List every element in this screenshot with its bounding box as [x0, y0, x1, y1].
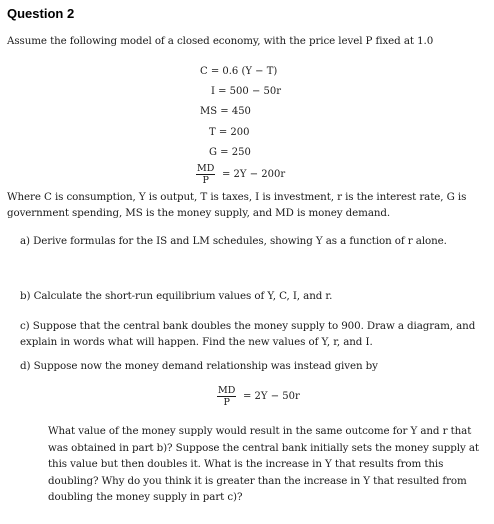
- part-d-body: What value of the money supply would result in the same outcome for Y and r that was obtained in part b)? Suppose the central bank initially sets the money supply at this value but then doubles it. What is the increase in Y that results from this doubling? Why do you think it is greater than the increase in Y that resulted from doubling the money supply in part c)?: [48, 425, 479, 503]
- equation-money-demand-d: = 2Y − 50r: [243, 391, 300, 402]
- definitions-text: Where C is consumption, Y is output, T is taxes, I is investment, r is the interest rate, G is government spending, MS is the money supply, and MD is money demand.: [7, 191, 467, 219]
- equation-government: G = 250: [209, 147, 251, 158]
- question-title: Question 2: [7, 6, 75, 21]
- part-c: c) Suppose that the central bank doubles the money supply to 900. Draw a diagram, and explain in words what will happen. Find the new values of Y, r, and I.: [20, 320, 476, 348]
- money-demand-d-numerator: MD: [218, 385, 236, 396]
- equation-money-supply: MS = 450: [200, 106, 251, 117]
- money-demand-d-denominator: P: [223, 397, 230, 408]
- equation-consumption: C = 0.6 (Y − T): [200, 66, 278, 77]
- money-demand-numerator: MD: [197, 163, 215, 174]
- equation-taxes: T = 200: [209, 127, 250, 138]
- equation-money-demand: = 2Y − 200r: [222, 169, 286, 180]
- money-demand-denominator: P: [202, 175, 209, 186]
- part-d: d) Suppose now the money demand relationship was instead given by: [20, 360, 378, 372]
- equation-investment: I = 500 − 50r: [211, 86, 282, 97]
- part-b: b) Calculate the short-run equilibrium values of Y, C, I, and r.: [20, 290, 333, 302]
- intro-text: Assume the following model of a closed economy, with the price level P fixed at 1.0: [7, 35, 434, 47]
- money-demand-fraction-d: [217, 385, 236, 408]
- money-demand-fraction: [196, 163, 215, 186]
- part-a: a) Derive formulas for the IS and LM schedules, showing Y as a function of r alone.: [20, 235, 447, 247]
